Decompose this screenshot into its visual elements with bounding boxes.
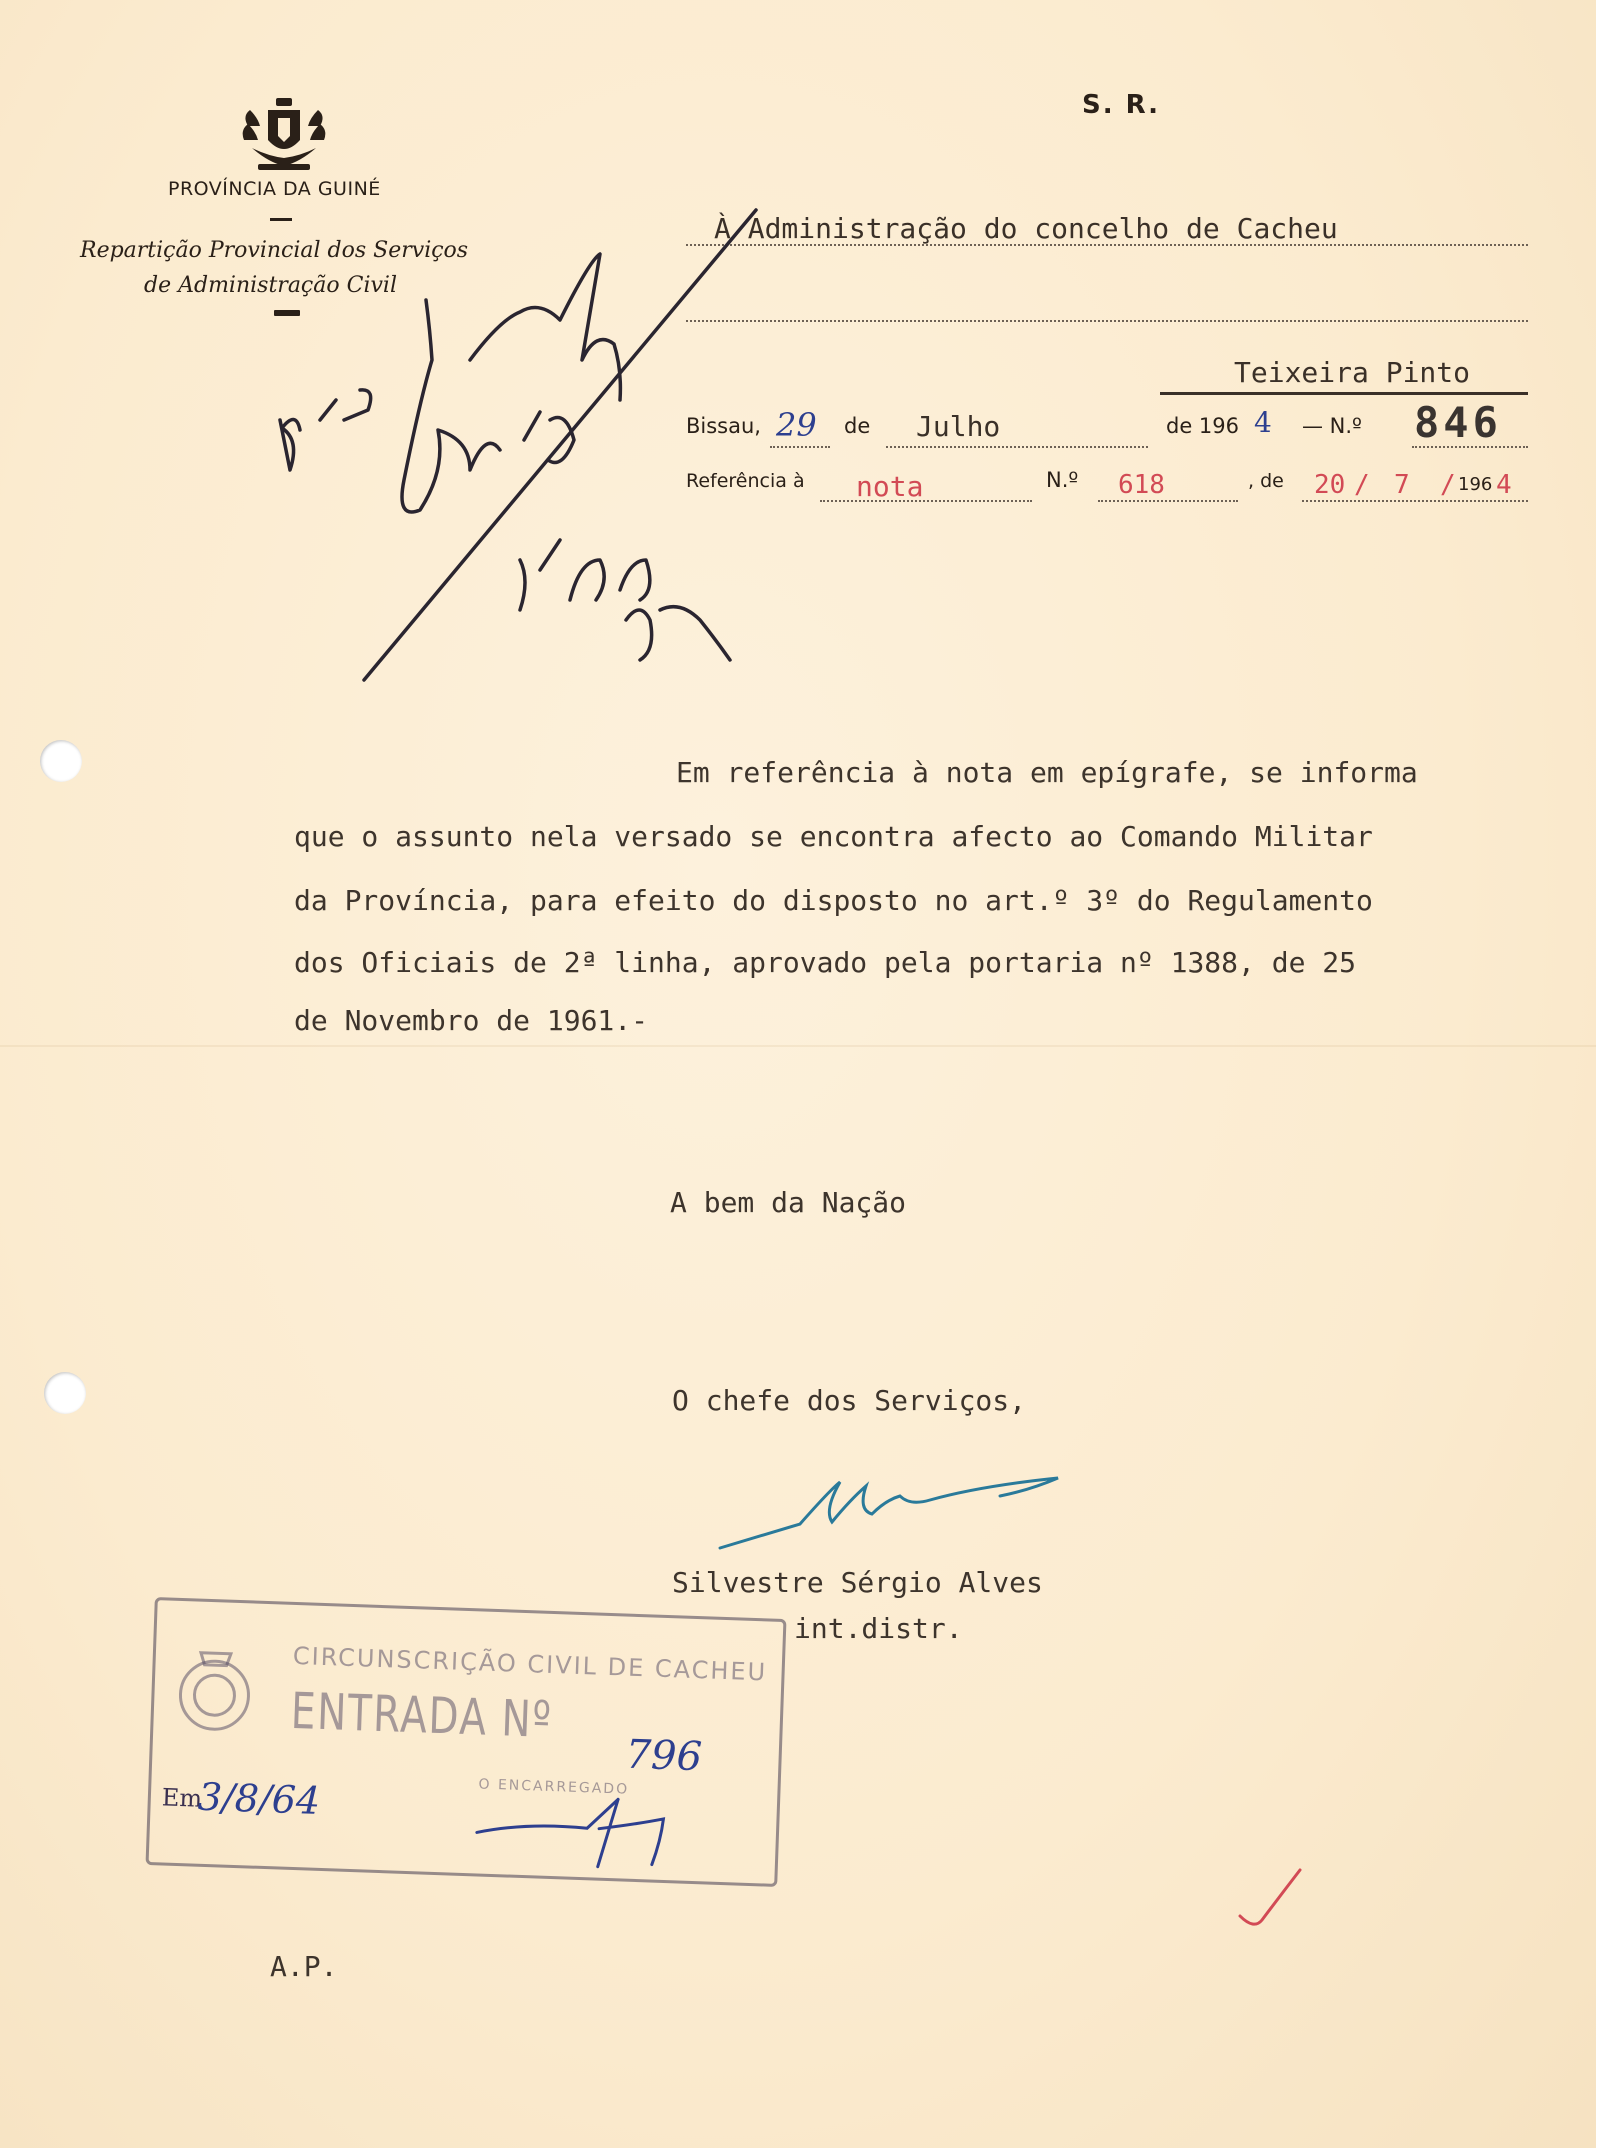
year-label: de 196 [1166,414,1240,438]
stamp-emblem-icon [168,1638,262,1751]
stamp-footer: O ENCARREGADO [478,1776,630,1798]
reference-label: Referência à [686,470,805,492]
department-line-1: Repartição Provincial dos Serviços [80,238,469,263]
stamp-initials-mark [465,1784,728,1883]
reference-day: 20 [1314,470,1346,500]
recipient-line: À Administração do concelho de Cacheu [714,212,1338,245]
stamp-date-label: Em [161,1783,203,1813]
dotted-line [1098,500,1238,502]
document-number: 846 [1414,398,1502,447]
stamp-entry-label: ENTRADA Nº [289,1681,554,1749]
reference-sep-1: / [1354,470,1370,500]
reference-date-label: , de [1248,470,1284,492]
province-name: PROVÍNCIA DA GUINÉ [168,178,381,200]
stamp-office: CIRCUNSCRIÇÃO CIVIL DE CACHEU [292,1641,768,1687]
reference-year-prefix: 196 [1458,474,1493,495]
place-underline [1160,392,1528,395]
city-label: Bissau, [686,414,761,438]
date-day: 29 [776,406,817,444]
coat-of-arms-icon [238,96,330,174]
reference-no: 618 [1118,470,1165,500]
dotted-line [686,244,1528,246]
dotted-line [686,320,1528,322]
received-stamp [146,1597,787,1887]
body-line-3: da Província, para efeito do disposto no art.º 3º do Regulamento [294,884,1373,917]
dotted-line [1412,446,1528,448]
signatory-role: int.distr. [794,1612,963,1645]
body-line-1: Em referência à nota em epígrafe, se informa [676,756,1418,789]
year-digit: 4 [1254,406,1272,439]
body-line-4: dos Oficiais de 2ª linha, aprovado pela portaria nº 1388, de 25 [294,946,1357,979]
signatory-name: Silvestre Sérgio Alves [672,1566,1043,1599]
date-month: Julho [916,410,1001,443]
number-label: — N.º [1302,414,1362,438]
stamp-date-value: 3/8/64 [197,1774,321,1823]
department-line-2: de Administração Civil [144,273,397,298]
reference-doc-type: nota [856,470,924,503]
stamp-entry-number: 796 [624,1731,703,1781]
closing-salutation: A bem da Nação [670,1186,907,1219]
date-de-label: de [844,414,871,438]
reference-month: 7 [1394,470,1410,500]
reference-sep-2: / [1440,470,1456,500]
dotted-line [886,446,1148,448]
reference-year-digit: 4 [1496,470,1512,500]
dotted-line [1302,500,1528,502]
divider [270,218,292,221]
punch-hole-top [40,740,82,782]
divider [274,310,300,316]
classification-mark: S. R. [1082,90,1161,120]
place-name: Teixeira Pinto [1234,356,1471,389]
punch-hole-bottom [44,1372,86,1414]
footer-initials: A.P. [270,1950,338,1983]
body-line-5: de Novembro de 1961.- [294,1004,649,1037]
fold-line [0,1045,1596,1047]
dotted-line [820,500,1032,502]
signatory-title: O chefe dos Serviços, [672,1384,1027,1417]
dotted-line [770,446,830,448]
body-line-2: que o assunto nela versado se encontra afecto ao Comando Militar [294,820,1373,853]
reference-no-label: N.º [1046,468,1079,492]
